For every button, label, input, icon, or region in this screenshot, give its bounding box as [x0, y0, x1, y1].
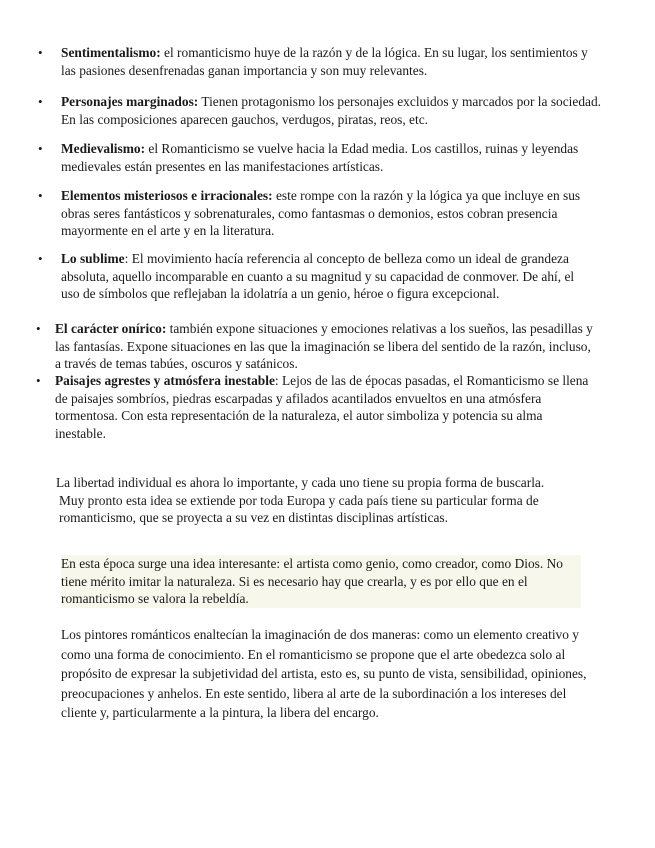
- bullet-dot: •: [38, 251, 43, 266]
- bullet-sentimentalismo: [38, 44, 601, 79]
- bullet-paisajes-agrestes: [36, 372, 595, 442]
- bullet-dot: •: [38, 45, 43, 60]
- bullet-text: : El movimiento hacía referencia al concepto de belleza como un ideal de grandeza absoluta, aquello incomparable en cuanto a su magnitud y su capacidad de conmover. De ahí, el uso de símbolos que reflejaban la idolatría a un genio, héroe o figura excepcional.: [61, 251, 575, 301]
- bullet-text: también expone situaciones y emociones relativas a los sueños, las pesadillas y las fantasías. Expone situaciones en las que la imaginación se libera del sentido de la razón, incluso, a través de temas tabúes, oscuros y satánicos.: [55, 321, 593, 371]
- bullet-elementos-misteriosos: [38, 187, 585, 240]
- paragraph-libertad: La libertad individual es ahora lo importante, y cada uno tiene su propia forma de buscarla. Muy pronto esta idea se extiende por toda Europa y cada país tiene su particular forma de romanticismo, que se proyecta a su vez en distintas disciplinas artísticas.: [56, 475, 545, 525]
- bullet-term: Medievalismo:: [61, 141, 146, 156]
- bullet-term: Elementos misteriosos e irracionales:: [61, 188, 273, 203]
- bullet-term: Lo sublime: [61, 251, 125, 266]
- bullet-text: : Lejos de las de épocas pasadas, el Romanticismo se llena de paisajes sombríos, piedras escarpadas y afilados acantilados envueltos en una atmósfera tormentosa. Con esta representación de la naturaleza, el autor simboliza y potencia su alma inestable.: [55, 373, 589, 441]
- bullet-dot: •: [36, 321, 41, 336]
- bullet-medievalismo: [38, 140, 601, 175]
- bullet-text: este rompe con la razón y la lógica ya que incluye en sus obras seres fantásticos y sobrenaturales, como fantasmas o demonios, estos cobran presencia mayormente en el arte y en la literatura.: [61, 188, 581, 238]
- bullet-term: Personajes marginados:: [61, 94, 199, 109]
- bullet-lo-sublime: [38, 250, 585, 303]
- bullet-term: El carácter onírico:: [55, 321, 167, 336]
- bullet-dot: •: [38, 141, 43, 156]
- bullet-text: el Romanticismo se vuelve hacia la Edad media. Los castillos, ruinas y leyendas medievales están presentes en las manifestaciones artísticas.: [61, 141, 579, 174]
- bullet-dot: •: [36, 373, 41, 388]
- paragraph-artista-genio: En esta época surge una idea interesante: el artista como genio, como creador, como Dios. No tiene mérito imitar la naturaleza. Si es necesario hay que crearla, y es por ello que en el romanticismo se valora la rebeldía.: [61, 555, 581, 608]
- bullet-term: Paisajes agrestes y atmósfera inestable: [55, 373, 275, 388]
- bullet-personajes-marginados: [38, 93, 609, 128]
- bullet-caracter-onirico: [36, 320, 595, 373]
- bullet-text: Tienen protagonismo los personajes excluidos y marcados por la sociedad. En las composiciones aparecen gauchos, verdugos, piratas, reos, etc.: [61, 94, 602, 127]
- bullet-term: Sentimentalismo:: [61, 45, 161, 60]
- paragraph-pintores-romanticos: Los pintores románticos enaltecían la imaginación de dos maneras: como un elemento creativo y como una forma de conocimiento. En el romanticismo se propone que el arte obedezca solo al propósito de expresar la subjetividad del artista, esto es, su punto de vista, sensibilidad, opiniones, preocupaciones y anhelos. En este sentido, libera al arte de la subordinación a los intereses del cliente y, particularmente a la pintura, la libera del encargo.: [61, 627, 587, 720]
- bullet-text: el romanticismo huye de la razón y de la lógica. En su lugar, los sentimientos y las pasiones desenfrenadas ganan importancia y son muy relevantes.: [61, 45, 588, 78]
- bullet-dot: •: [38, 188, 43, 203]
- bullet-dot: •: [38, 94, 43, 109]
